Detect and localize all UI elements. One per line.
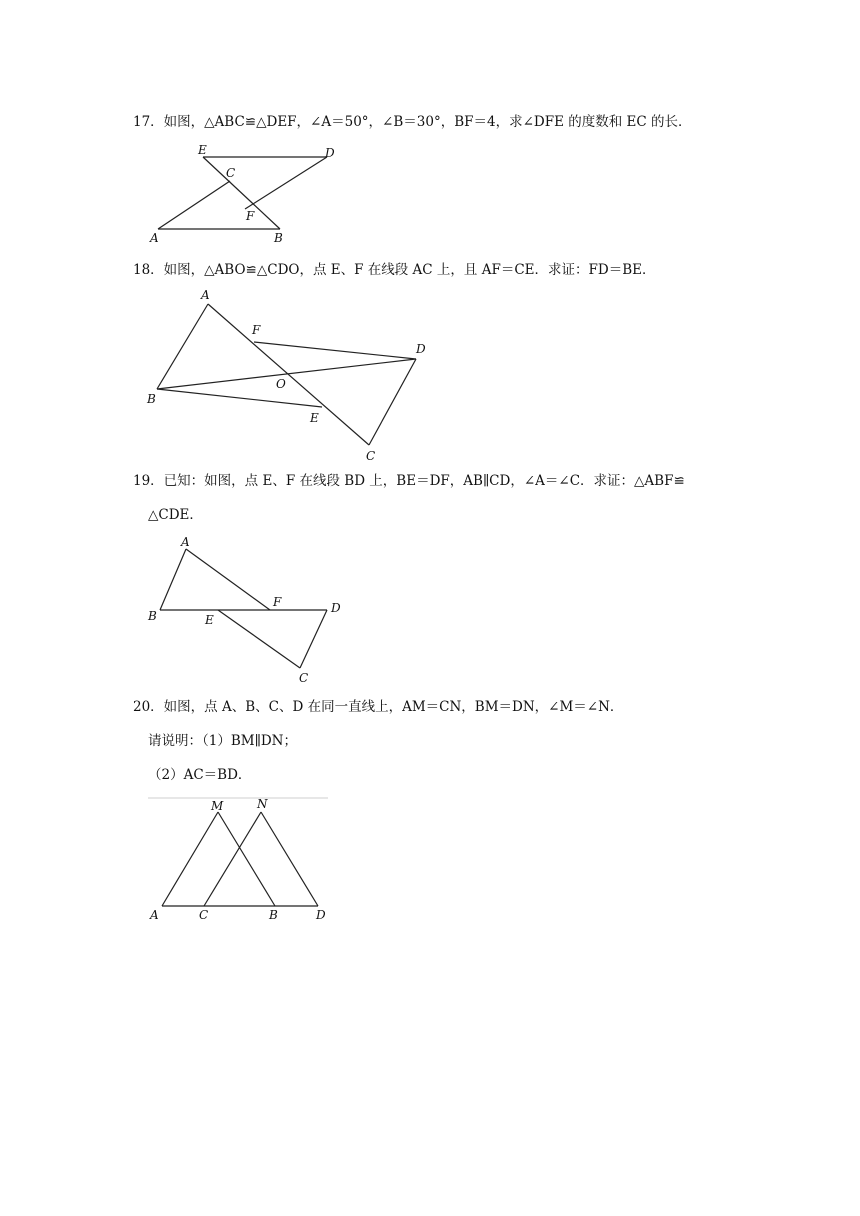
label-e: E	[198, 143, 207, 157]
segment-ac	[158, 181, 230, 229]
label-c: C	[226, 166, 236, 180]
segment-dc	[300, 610, 327, 668]
segment-dc	[369, 359, 416, 445]
problem-20-text-line-1: 20．如图，点 A、B、C、D 在同一直线上，AM＝CN，BM＝DN，∠M＝∠N．	[133, 699, 624, 715]
segment-nd	[261, 812, 318, 906]
problem-17-figure	[140, 140, 350, 250]
label-o: O	[276, 377, 286, 391]
label-c: C	[199, 908, 209, 922]
label-d: D	[331, 601, 341, 615]
problem-17-text: 17．如图，△ABC≌△DEF，∠A＝50°，∠B＝30°，BF＝4，求∠DFE 的度数和 EC 的长．	[133, 114, 692, 130]
label-d: D	[325, 146, 335, 160]
problem-19-text-line-1: 19．已知：如图，点 E、F 在线段 BD 上，BE＝DF，AB∥CD，∠A＝∠C．求证：△ABF≌	[133, 473, 685, 489]
segment-be	[157, 389, 322, 407]
segment-af	[186, 549, 270, 610]
segment-fd	[245, 157, 327, 209]
label-d: D	[416, 342, 426, 356]
label-e: E	[205, 613, 214, 627]
segment-ec	[218, 610, 300, 668]
segment-ac	[208, 304, 369, 445]
segment-cn	[204, 812, 261, 906]
label-n: N	[257, 797, 268, 811]
segment-bd	[157, 359, 416, 389]
segment-ab	[160, 549, 186, 610]
segment-am	[162, 812, 218, 906]
problem-18-figure	[140, 284, 440, 464]
problem-19-text-line-2: △CDE．	[148, 507, 203, 523]
label-b: B	[269, 908, 278, 922]
label-e: E	[310, 411, 319, 425]
label-f: F	[273, 595, 282, 609]
segment-eb	[203, 157, 280, 229]
label-b: B	[148, 609, 157, 623]
segment-mb	[218, 812, 275, 906]
label-b: B	[147, 392, 156, 406]
label-m: M	[211, 799, 224, 813]
problem-20-text-line-3: （2）AC＝BD．	[148, 767, 252, 783]
label-a: A	[150, 908, 159, 922]
label-a: A	[181, 535, 190, 549]
label-a: A	[201, 288, 210, 302]
label-d: D	[316, 908, 326, 922]
label-c: C	[366, 449, 376, 463]
label-c: C	[299, 671, 309, 685]
problem-18-text: 18．如图，△ABO≌△CDO，点 E、F 在线段 AC 上，且 AF＝CE．求证：FD＝BE．	[133, 262, 656, 278]
segment-fd	[254, 342, 416, 359]
label-b: B	[274, 231, 283, 245]
problem-19-figure	[140, 532, 360, 687]
problem-20-figure	[140, 793, 340, 928]
label-a: A	[150, 231, 159, 245]
label-f: F	[246, 209, 255, 223]
segment-ab	[157, 304, 208, 389]
problem-20-text-line-2: 请说明：（1）BM∥DN；	[148, 733, 297, 749]
label-f: F	[252, 323, 261, 337]
